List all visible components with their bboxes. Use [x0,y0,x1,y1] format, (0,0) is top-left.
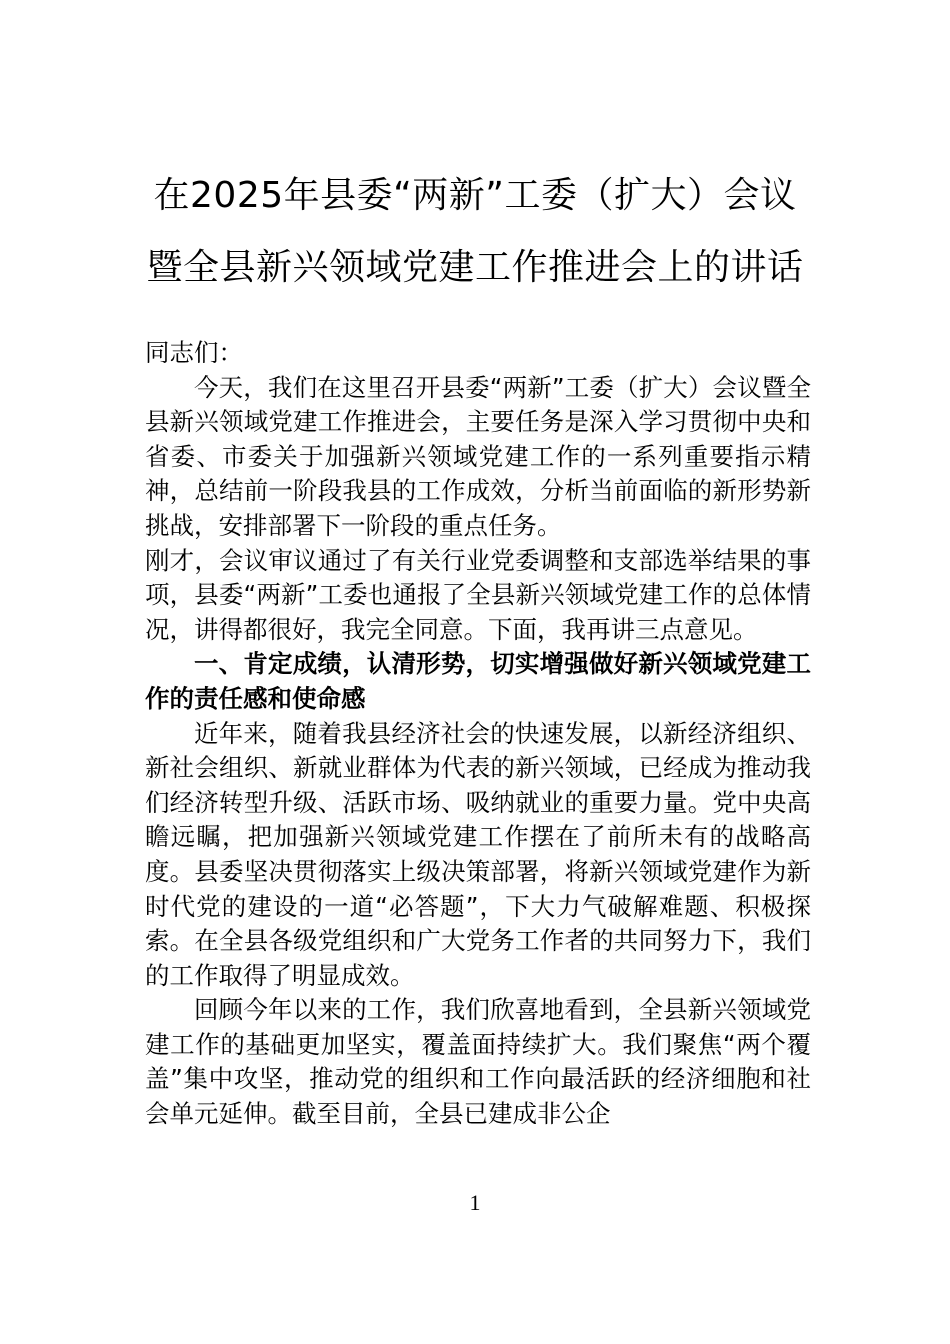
paragraph-intro: 今天，我们在这里召开县委“两新”工委（扩大）会议暨全县新兴领域党建工作推进会，主要任务是深入学习贯彻中央和省委、市委关于加强新兴领域党建工作的一系列重要指示精神，总结前一阶段我县的工作成效，分析当前面临的新形势新挑战，安排部署下一阶段的重点任务。 [145,372,811,540]
paragraph-background: 近年来，随着我县经济社会的快速发展，以新经济组织、新社会组织、新就业群体为代表的新兴领域，已经成为推动我们经济转型升级、活跃市场、吸纳就业的重要力量。党中央高瞻远瞩，把加强新兴领域党建工作摆在了前所未有的战略高度。县委坚决贯彻落实上级决策部署，将新兴领域党建作为新时代党的建设的一道“必答题”，下大力气破解难题、积极探索。在全县各级党组织和广大党务工作者的共同努力下，我们的工作取得了明显成效。 [145,718,811,990]
section-heading-1: 一、肯定成绩，认清形势，切实增强做好新兴领域党建工作的责任感和使命感 [145,649,811,713]
salutation: 同志们： [145,338,243,367]
paragraph-review: 回顾今年以来的工作，我们欣喜地看到，全县新兴领域党建工作的基础更加坚实，覆盖面持续扩大。我们聚焦“两个覆盖”集中攻坚，推动党的组织和工作向最活跃的经济细胞和社会单元延伸。截至目前，全县已建成非公企 [145,995,811,1129]
paragraph-agenda: 刚才，会议审议通过了有关行业党委调整和支部选举结果的事项，县委“两新”工委也通报了全县新兴领域党建工作的总体情况，讲得都很好，我完全同意。下面，我再讲三点意见。 [145,545,811,644]
page-number: 1 [469,1190,481,1215]
document-body [145,336,811,1132]
document-title-line-2: 暨全县新兴领域党建工作推进会上的讲话 [146,247,804,288]
document-title-line-1: 在2025年县委“两新”工委（扩大）会议 [153,175,797,216]
